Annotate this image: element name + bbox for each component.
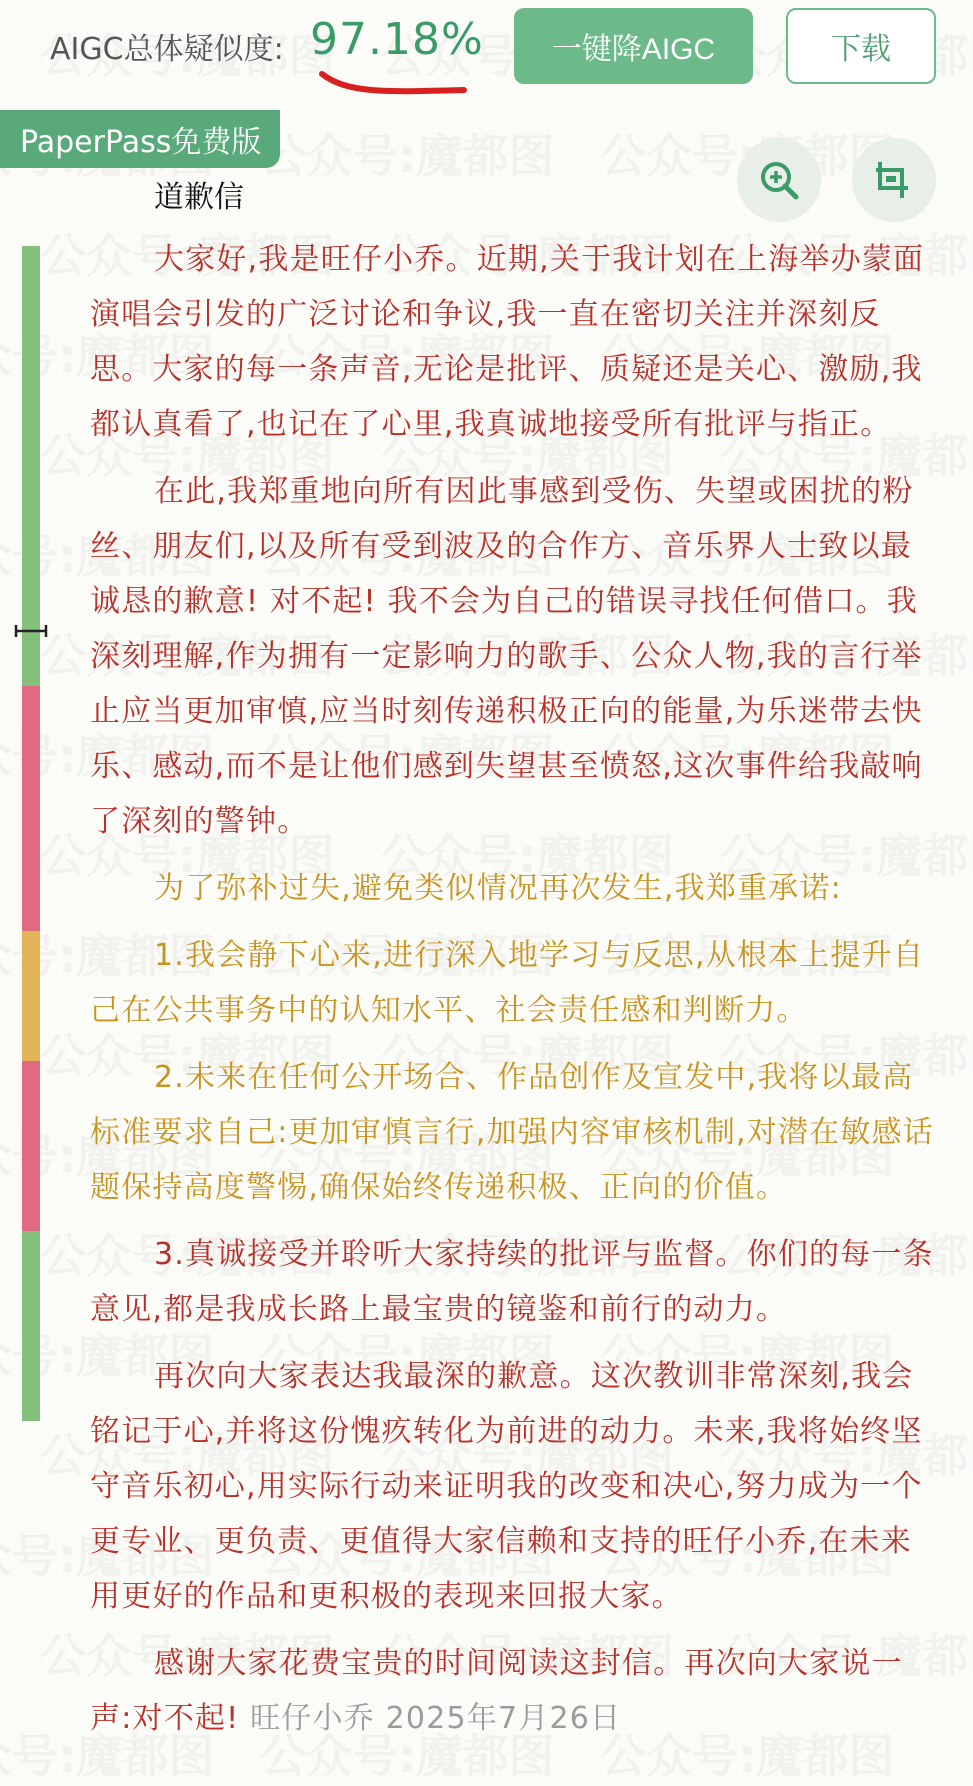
closing-paragraph — [90, 1636, 940, 1746]
paragraph-5: 2.未来在任何公开场合、作品创作及宣发中,我将以最高标准要求自己:更加审慎言行,加强内容审核机制,对潜在敏感话题保持高度警惕,确保始终传递积极、正向的价值。 — [90, 1060, 934, 1205]
crop-button[interactable] — [852, 138, 936, 222]
indicator-segment-pink — [22, 1061, 40, 1231]
crop-icon — [872, 158, 916, 202]
indicator-segment-amber — [22, 931, 40, 1061]
version-badge: PaperPass免费版 — [0, 110, 280, 168]
indicator-segment-green — [22, 1231, 40, 1421]
indicator-segment-pink — [22, 686, 40, 931]
document-body — [90, 232, 940, 1758]
paragraph-2: 在此,我郑重地向所有因此事感到受伤、失望或困扰的粉丝、朋友们,以及所有受到波及的合作方、音乐界人士致以最诚恳的歉意! 对不起! 我不会为自己的错误寻找任何借口。我深刻理解,作为拥有一定影响力的歌手、公众人物,我的言行举止应当更加审慎,应当时刻传递积极正向的能量,为乐迷带去快乐、感动,而不是让他们感到失望甚至愤怒,这次事件给我敲响了深刻的警钟。 — [90, 474, 923, 839]
paragraph-4: 1.我会静下心来,进行深入地学习与反思,从根本上提升自己在公共事务中的认知水平、社会责任感和判断力。 — [90, 938, 925, 1028]
document-title: 道歉信 — [154, 180, 244, 215]
paragraph-1: 大家好,我是旺仔小乔。近期,关于我计划在上海举办蒙面演唱会引发的广泛讨论和争议,我一直在密切关注并深刻反思。大家的每一条声音,无论是批评、质疑还是关心、激励,我都认真看了,也记在了心里,我真诚地接受所有批评与指正。 — [90, 242, 925, 442]
aigc-score-label: AIGC总体疑似度: — [50, 32, 284, 67]
zoom-in-icon — [757, 158, 801, 202]
paragraph-6: 3.真诚接受并聆听大家持续的批评与监督。你们的每一条意见,都是我成长路上最宝贵的镜鉴和前行的动力。 — [90, 1237, 934, 1327]
indicator-segment-green — [22, 246, 40, 686]
paragraph-3: 为了弥补过失,避免类似情况再次发生,我郑重承诺: — [154, 871, 842, 906]
red-underline-mark — [318, 68, 468, 98]
download-button[interactable]: 下载 — [786, 8, 936, 84]
reduce-aigc-button[interactable]: 一键降AIGC — [514, 8, 753, 84]
aigc-score-value: 97.18% — [310, 14, 484, 65]
closing-text: 感谢大家花费宝贵的时间阅读这封信。再次向大家说一声:对不起! — [90, 1646, 903, 1736]
top-bar — [0, 0, 973, 100]
scroll-position-marker[interactable] — [14, 624, 48, 638]
zoom-in-button[interactable] — [737, 138, 821, 222]
paragraph-7: 再次向大家表达我最深的歉意。这次教训非常深刻,我会铭记于心,并将这份愧疚转化为前进的动力。未来,我将始终坚守音乐初心,用实际行动来证明我的改变和决心,努力成为一个更专业、更负责、更值得大家信赖和支持的旺仔小乔,在未来用更好的作品和更积极的表现来回报大家。 — [90, 1359, 923, 1614]
signature: 旺仔小乔 2025年7月26日 — [250, 1701, 622, 1736]
similarity-indicator-bar — [22, 246, 40, 1421]
watermark-text — [260, 120, 554, 186]
